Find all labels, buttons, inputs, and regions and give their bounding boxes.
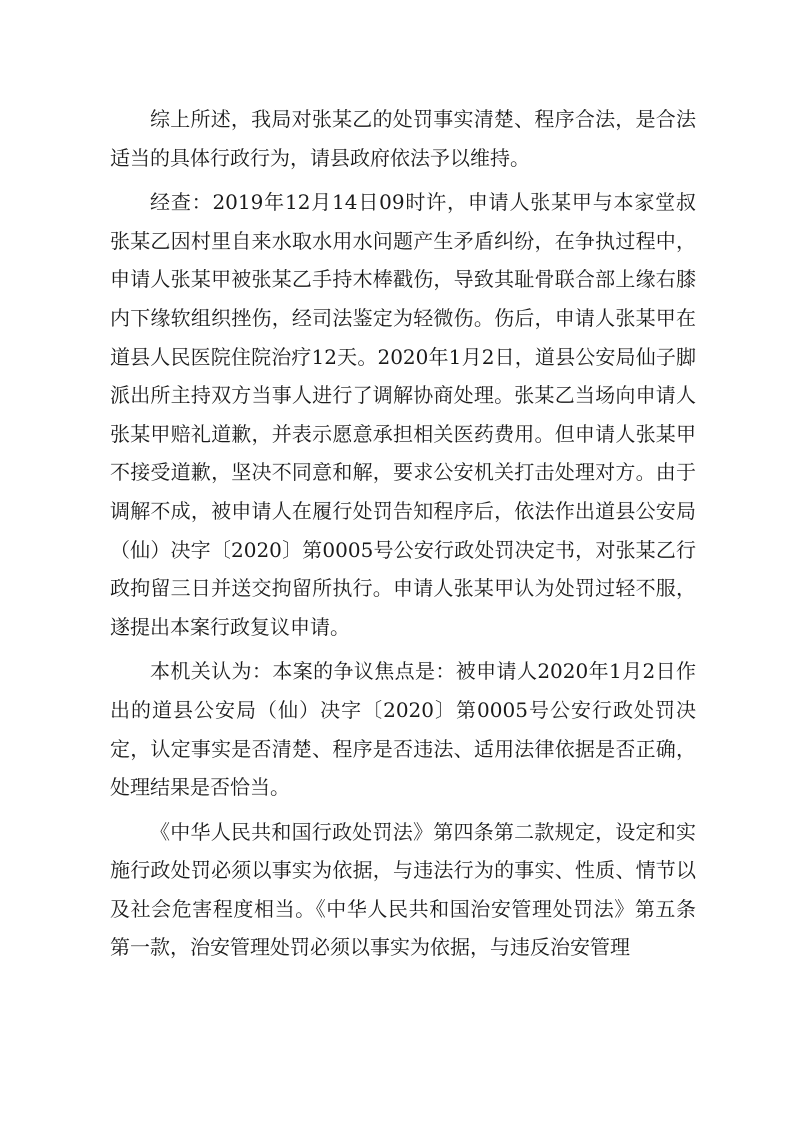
paragraph-authority-opinion: 本机关认为：本案的争议焦点是：被申请人2020年1月2日作出的道县公安局（仙）决字〔2020〕第0005号公安行政处罚决定，认定事实是否清楚、程序是否违法、适用法律依据是否正确，处理结果是否恰当。: [110, 659, 696, 800]
paragraph-conclusion: 综上所述，我局对张某乙的处罚事实清楚、程序合法，是合法适当的具体行政行为，请县政府依法予以维持。: [110, 107, 696, 170]
paragraph-investigation-facts: 经查：2019年12月14日09时许，申请人张某甲与本家堂叔张某乙因村里自来水取水用水问题产生矛盾纠纷，在争执过程中，申请人张某甲被张某乙手持木棒戳伤，导致其耻骨联合部上缘右膝内下缘软组织挫伤，经司法鉴定为轻微伤。伤后，申请人张某甲在道县人民医院住院治疗12天。2020年1月2日，道县公安局仙子脚派出所主持双方当事人进行了调解协商处理。张某乙当场向申请人张某甲赔礼道歉，并表示愿意承担相关医药费用。但申请人张某甲不接受道歉，坚决不同意和解，要求公安机关打击处理对方。由于调解不成，被申请人在履行处罚告知程序后，依法作出道县公安局（仙）决字〔2020〕第0005号公安行政处罚决定书，对张某乙行政拘留三日并送交拘留所执行。申请人张某甲认为处罚过轻不服，遂提出本案行政复议申请。: [110, 190, 696, 639]
document-body: [110, 100, 696, 967]
paragraph-legal-basis: 《中华人民共和国行政处罚法》第四条第二款规定，设定和实施行政处罚必须以事实为依据，与违法行为的事实、性质、情节以及社会危害程度相当。《中华人民共和国治安管理处罚法》第五条第一款，治安管理处罚必须以事实为依据，与违反治安管理: [110, 819, 696, 960]
